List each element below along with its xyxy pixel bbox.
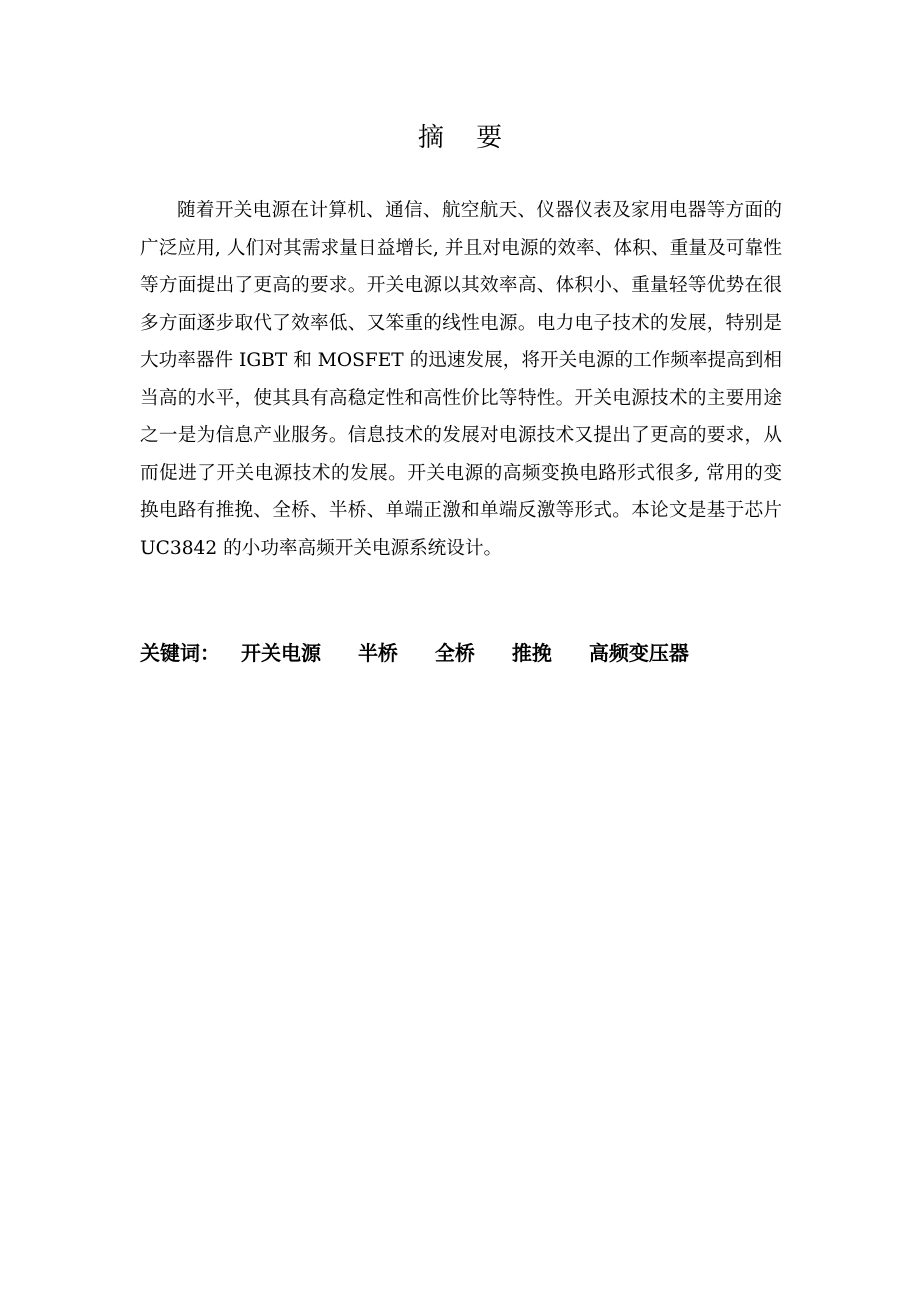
page-title: 摘 要 (417, 123, 515, 153)
keyword-item: 开关电源 (240, 641, 321, 665)
keyword-item: 全桥 (434, 641, 475, 665)
keywords-label: 关键词： (140, 641, 220, 665)
abstract-paragraph: 随着开关电源在计算机、通信、航空航天、仪器仪表及家用电器等方面的广泛应用, 人们对其需求量日益增长, 并且对电源的效率、体积、重量及可靠性等方面提出了更高的要求。开关电源以其效率高、体积小、重量轻等优势在很多方面逐步取代了效率低、又笨重的线性电源。电力电子技术的发展，特别是大功率器件 IGBT 和 MOSFET 的迅速发展，将开关电源的工作频率提高到相当高的水平，使其具有高稳定性和高性价比等特性。开关电源技术的主要用途之一是为信息产业服务。信息技术的发展对电源技术又提出了更高的要求，从而促进了开关电源技术的发展。开关电源的高频变换电路形式很多, 常用的变换电路有推挽、全桥、半桥、单端正激和单端反激等形式。本论文是基于芯片 UC3842 的小功率高频开关电源系统设计。 (140, 200, 782, 559)
keyword-item: 高频变压器 (588, 641, 689, 665)
keyword-item: 半桥 (357, 641, 398, 665)
keyword-item: 推挽 (511, 641, 552, 665)
keywords-line (140, 636, 780, 670)
